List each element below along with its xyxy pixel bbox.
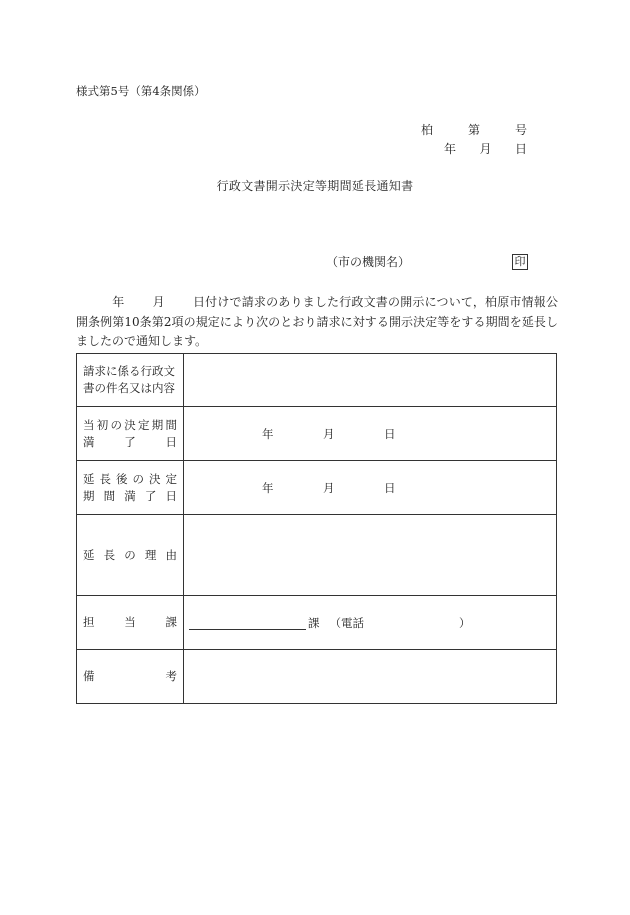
doc-number-prefix: 柏 <box>421 123 434 137</box>
agency-name: （市の機関名） <box>326 255 411 269</box>
request-subject-field[interactable] <box>184 354 557 407</box>
form-number: 様式第5号（第4条関係） <box>76 84 206 98</box>
phone-label: （電話 <box>329 615 364 630</box>
body-year: 年 <box>112 295 125 309</box>
document-date-line <box>444 143 527 155</box>
department-label: 担 当 課 <box>77 596 184 650</box>
body-month: 月 <box>152 295 165 309</box>
date-day: 日 <box>514 142 527 156</box>
extended-deadline-label: 延 長 後 の 決 定 期 間 満 了 日 <box>77 461 184 515</box>
document-title: 行政文書開示決定等期間延長通知書 <box>216 179 414 193</box>
body-main-text: 日付けで請求のありました行政文書の開示について，柏原市情報公開条例第10条第2項の規定により次のとおり請求に対する開示決定等をする期間を延長しましたので通知します。 <box>76 295 558 348</box>
document-number-line <box>421 124 527 136</box>
original-deadline-field[interactable]: 年 月 日 <box>184 407 557 461</box>
extension-reason-label: 延 長 の 理 由 <box>77 515 184 596</box>
original-deadline-label: 当 初 の 決 定 期 間 満 了 日 <box>77 407 184 461</box>
table-row-remarks <box>77 650 557 704</box>
form-table <box>76 353 557 704</box>
notice-body-text <box>76 293 558 352</box>
table-row-extended-deadline <box>77 461 557 515</box>
doc-number-dai: 第 <box>467 123 480 137</box>
department-field: 課 （電話 ） <box>184 596 557 650</box>
date-year: 年 <box>444 142 457 156</box>
date-month: 月 <box>479 142 492 156</box>
doc-number-go: 号 <box>514 123 527 137</box>
table-row-request-subject <box>77 354 557 407</box>
request-subject-label: 請求に係る行政文 書の件名又は内容 <box>77 354 184 407</box>
section-name-field[interactable] <box>189 616 306 630</box>
extended-deadline-field[interactable]: 年 月 日 <box>184 461 557 515</box>
remarks-field[interactable] <box>184 650 557 704</box>
extension-reason-field[interactable] <box>184 515 557 596</box>
seal-mark: 印 <box>512 254 528 270</box>
remarks-label: 備 考 <box>77 650 184 704</box>
table-row-department <box>77 596 557 650</box>
table-row-original-deadline <box>77 407 557 461</box>
table-row-extension-reason <box>77 515 557 596</box>
